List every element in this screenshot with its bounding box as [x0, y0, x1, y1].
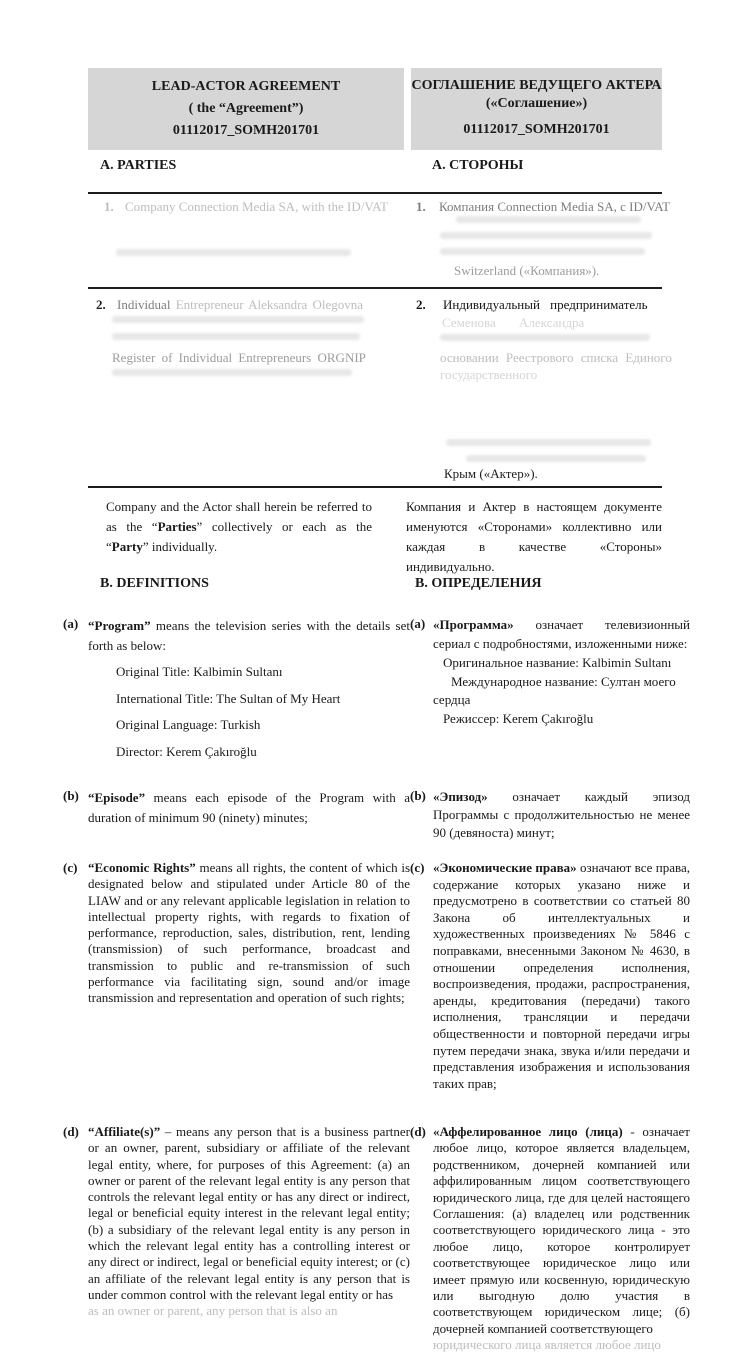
def-d-text-ru: «Аффелированное лицо (лица) - означает любое лицо, которое является владельцем, родственником, дочерней компанией или аффилированным лицом соответствующего юридического лица, где для целей настоящего Соглашения: (а) владелец или родственник соответствующего юридического лица - это любое лицо, которое контролирует соответствующее юридическое лицо или имеет прямую или косвенную, юридическую или выгодную долю участия в соответствующем юридическом лице; (б) дочерней компанией соответствующего	[433, 1124, 690, 1336]
def-d-faded-en: as an owner or parent, any person that is also an	[88, 1303, 338, 1319]
redacted-line	[112, 369, 352, 376]
program-original-title: Original Title: Kalbimin Sultanı	[116, 664, 283, 679]
party-2-text-ru: Индивидуальный предприниматель	[443, 297, 648, 312]
party-2-line-en	[96, 297, 406, 313]
def-d-text-en: “Affiliate(s)” – means any person that is a business partner or an owner, parent, subsidiary or affiliate of the relevant legal entity, where, for purposes of this Agreement: (a) an owner or parent of the relevant legal entity is any person that controls the relevant legal entity or has any direct or indirect, legal or beneficial equity interest in the relevant legal entity; (b) a subsidiary of the relevant legal entity is any person in which the relevant legal entity has a controlling interest or any direct or indirect, legal or beneficial equity interest; or (c) an affiliate of the relevant legal entity is any person that is under common control with the relevant legal entity or has	[88, 1124, 410, 1302]
doc-title-en: LEAD-ACTOR AGREEMENT	[151, 79, 341, 94]
party-1-tail-ru: Switzerland («Компания»).	[454, 263, 600, 278]
def-c-marker-en: (c)	[63, 860, 78, 875]
def-b-marker-en: (b)	[63, 788, 79, 803]
redacted-line	[446, 439, 651, 446]
header-cell-en	[88, 68, 404, 150]
program-director-ru: Режиссер: Kerem Çakıroğlu	[443, 710, 594, 726]
party-1-line-ru	[416, 199, 671, 215]
party-item-2-en	[96, 297, 406, 482]
redacted-line	[440, 334, 650, 341]
def-a-marker-en: (a)	[63, 616, 79, 631]
doc-number-ru: 01112017_SOMH201701	[463, 122, 610, 137]
section-b-heading-en: B. DEFINITIONS	[100, 576, 209, 591]
party-2-number-en: 2.	[96, 297, 106, 312]
def-b-text-en: “Episode” means each episode of the Program with a duration of minimum 90 (ninety) minutes;	[88, 790, 410, 825]
party-item-1-en	[104, 199, 404, 284]
def-a-details-en	[102, 659, 402, 765]
def-c-text-en: “Economic Rights” means all rights, the content of which is designated below and stipulated under Article 80 of the LIAW and or any relevant applicable legislation in relation to intellectual property rights, with regards to fixation of performance, reproduction, sales, distribution, rent, lending (transmission) of such performance, broadcast and transmission to public and re-transmission of such performance via facilitating sign, sound and/or image transmission and representation and operation of such rights;	[88, 860, 411, 1006]
party-2-register-en: Register of Individual Entrepreneurs ORGNIP	[112, 350, 366, 365]
program-director: Director: Kerem Çakıroğlu	[116, 743, 257, 759]
def-b-marker-ru: (b)	[410, 788, 426, 803]
def-d-en	[88, 1124, 410, 1320]
redacted-line	[112, 333, 360, 340]
party-2-text-en-1: Individual	[117, 297, 171, 312]
redacted-line	[112, 316, 364, 323]
program-international-title-ru: Международное название: Султан моего сердца	[433, 673, 676, 707]
redacted-line	[466, 455, 646, 462]
party-2-text-en-2: Entrepreneur Aleksandra Olegovna	[175, 297, 364, 312]
def-c-text-ru: «Экономические права» означают все права, содержание которых указано ниже и предусмотрено в соответствии со статьей 80 Закона об интеллектуальных и художественных произведениях № 5846 с поправками, внесенными Законом № 4630, в отношении определения исполнения, воспроизведения, продажи, распространения, аренды, кредитования (передачи) такого исполнения, трансляции и передачи общественности и повторной передачи игры путем передачи знака, звука и/или передачи и представления изображения и использования таких прав;	[433, 860, 690, 1091]
doc-number-en: 01112017_SOMH201701	[172, 123, 320, 138]
party-2-name-ru: Семенова Александра	[442, 315, 585, 330]
divider	[88, 192, 662, 194]
party-1-line-en	[104, 199, 404, 215]
party-2-tail-ru: Крым («Актер»).	[444, 466, 538, 481]
party-2-registry-ru: основании Реестрового списка Единого	[440, 350, 672, 365]
party-2-line-ru	[416, 297, 668, 313]
def-d-marker-en: (d)	[63, 1124, 79, 1139]
party-2-number-ru: 2.	[416, 297, 426, 312]
redacted-line	[440, 248, 645, 255]
party-1-number-ru: 1.	[416, 199, 426, 214]
def-c-marker-ru: (c)	[410, 860, 425, 875]
parties-closing-en: Company and the Actor shall herein be referred to as the “Parties” collectively or each as the “Party” individually.	[106, 499, 372, 554]
def-a-text-ru: «Программа» означает телевизионный сериал с подробностями, изложенными ниже:	[433, 617, 690, 651]
def-d-faded-ru: юридического лица является любое лицо	[433, 1337, 661, 1353]
def-a-details-ru	[433, 654, 690, 728]
def-d-marker-ru: (d)	[410, 1124, 426, 1139]
def-b-text-ru: «Эпизод» означает каждый эпизод Программы с продолжительностью не менее 90 (девяноста) минут;	[433, 789, 690, 840]
redacted-line	[116, 249, 351, 256]
parties-closing-ru: Компания и Актер в настоящем документе именуются «Сторонами» коллективно или каждая в качестве «Стороны» индивидуально.	[406, 499, 662, 574]
section-a-heading-ru: А. СТОРОНЫ	[432, 158, 524, 173]
doc-subtitle-ru: («Соглашение»)	[485, 96, 588, 111]
redacted-line	[440, 232, 652, 239]
program-original-language: Original Language: Turkish	[116, 717, 261, 732]
program-original-title-ru: Оригинальное название: Kalbimin Sultanı	[443, 655, 672, 670]
party-1-number-en: 1.	[104, 199, 114, 214]
party-2-state-ru: государственного	[440, 367, 538, 382]
divider	[88, 287, 662, 289]
party-1-text-en: Company Connection Media SA, with the ID/VAT	[125, 199, 388, 214]
def-a-marker-ru: (a)	[410, 616, 426, 631]
party-1-text-ru: Компания Connection Media SA, с ID/VAT	[439, 199, 671, 214]
doc-subtitle-en: ( the “Agreement”)	[188, 101, 304, 116]
def-d-ru	[433, 1124, 690, 1354]
redacted-line	[456, 216, 641, 223]
section-a-heading-en: A. PARTIES	[100, 158, 177, 173]
party-item-2-ru	[416, 297, 672, 482]
header-cell-ru	[411, 68, 662, 150]
section-b-heading-ru: В. ОПРЕДЕЛЕНИЯ	[415, 576, 542, 591]
def-a-text-en: “Program” means the television series with the details set forth as below:	[88, 618, 410, 653]
doc-title-ru: СОГЛАШЕНИЕ ВЕДУЩЕГО АКТЕРА	[411, 78, 662, 93]
party-item-1-ru	[416, 199, 671, 284]
divider	[88, 486, 662, 488]
program-international-title: International Title: The Sultan of My Heart	[116, 690, 341, 706]
